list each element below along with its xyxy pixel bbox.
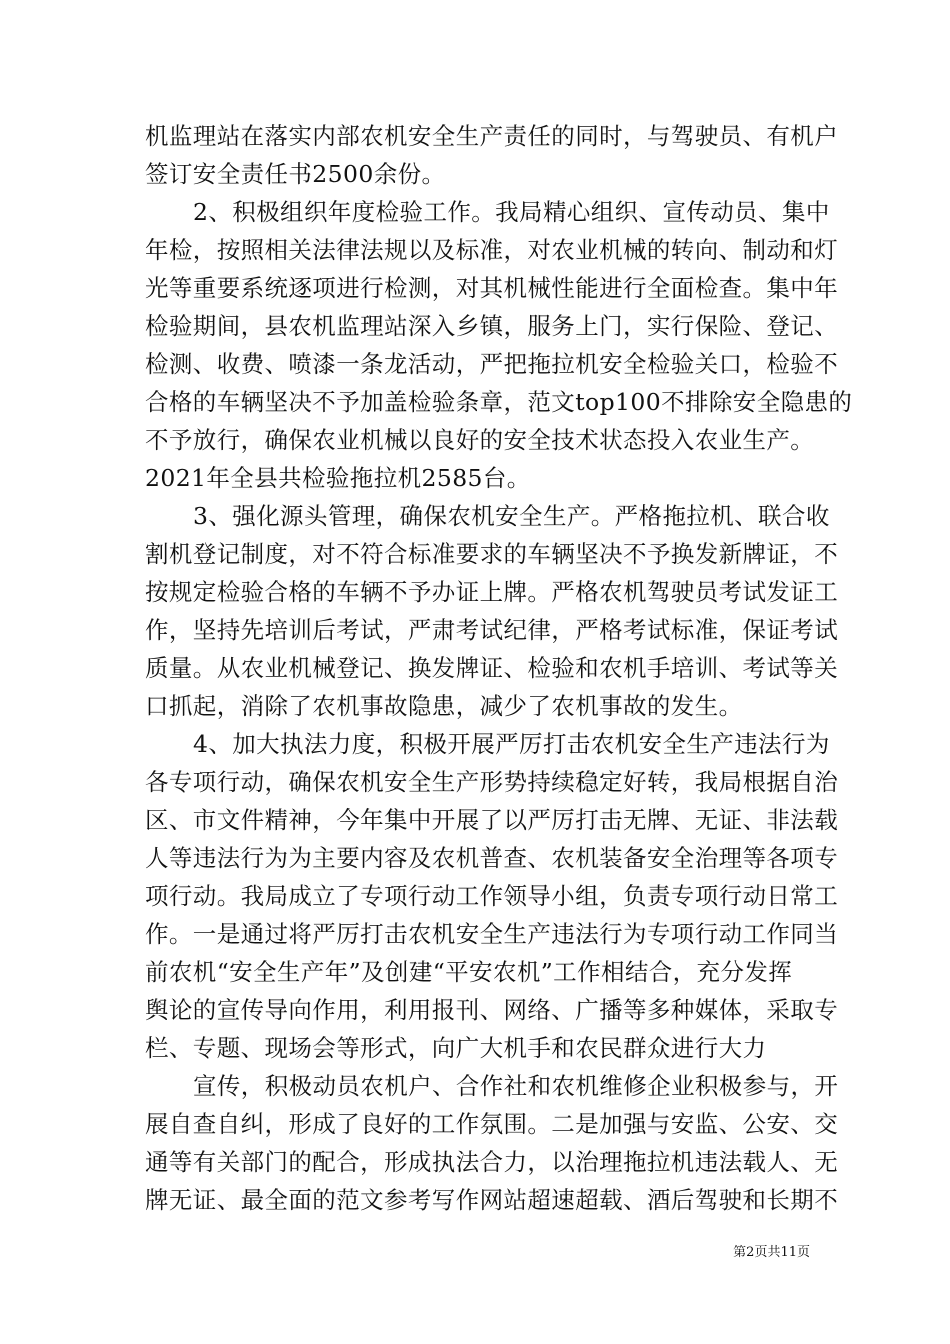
paragraph-line: 3、强化源头管理，确保农机安全生产。严格拖拉机、联合收 <box>193 502 830 530</box>
paragraph-line: 舆论的宣传导向作用，利用报刊、网络、广播等多种媒体，采取专 <box>145 996 839 1024</box>
paragraph-line: 宣传，积极动员农机户、合作社和农机维修企业积极参与，开 <box>193 1072 839 1100</box>
paragraph-line: 检测、收费、喷漆一条龙活动，严把拖拉机安全检验关口，检验不 <box>145 350 839 378</box>
paragraph-line: 割机登记制度，对不符合标准要求的车辆坚决不予换发新牌证，不 <box>145 540 839 568</box>
paragraph-line: 前农机“安全生产年”及创建“平安农机”工作相结合，充分发挥 <box>145 958 793 986</box>
paragraph-line: 不予放行，确保农业机械以良好的安全技术状态投入农业生产。 <box>145 426 815 454</box>
paragraph-line: 人等违法行为为主要内容及农机普查、农机装备安全治理等各项专 <box>145 844 839 872</box>
paragraph-line: 2、积极组织年度检验工作。我局精心组织、宣传动员、集中 <box>193 198 830 226</box>
paragraph-line: 2021年全县共检验拖拉机2585台。 <box>145 464 531 492</box>
paragraph-line: 质量。从农业机械登记、换发牌证、检验和农机手培训、考试等关 <box>145 654 839 682</box>
paragraph-line: 检验期间，县农机监理站深入乡镇，服务上门，实行保险、登记、 <box>145 312 839 340</box>
paragraph-line: 光等重要系统逐项进行检测，对其机械性能进行全面检查。集中年 <box>145 274 839 302</box>
paragraph-line: 作，坚持先培训后考试，严肃考试纪律，严格考试标准，保证考试 <box>145 616 839 644</box>
paragraph-line: 合格的车辆坚决不予加盖检验条章，范文top100不排除安全隐患的 <box>145 388 853 416</box>
paragraph-line: 展自查自纠，形成了良好的工作氛围。二是加强与安监、公安、交 <box>145 1110 839 1138</box>
page-number: 第2页共11页 <box>733 1245 810 1260</box>
paragraph-line: 区、市文件精神，今年集中开展了以严厉打击无牌、无证、非法载 <box>145 806 839 834</box>
paragraph-line: 栏、专题、现场会等形式，向广大机手和农民群众进行大力 <box>145 1034 767 1062</box>
paragraph-line: 口抓起，消除了农机事故隐患，减少了农机事故的发生。 <box>145 692 743 720</box>
paragraph-line: 机监理站在落实内部农机安全生产责任的同时，与驾驶员、有机户 <box>145 122 839 150</box>
paragraph-line: 按规定检验合格的车辆不予办证上牌。严格农机驾驶员考试发证工 <box>145 578 839 606</box>
paragraph-line: 4、加大执法力度，积极开展严厉打击农机安全生产违法行为 <box>193 730 830 758</box>
paragraph-line: 项行动。我局成立了专项行动工作领导小组，负责专项行动日常工 <box>145 882 839 910</box>
paragraph-line: 通等有关部门的配合，形成执法合力，以治理拖拉机违法载人、无 <box>145 1148 839 1176</box>
paragraph-line: 各专项行动，确保农机安全生产形势持续稳定好转，我局根据自治 <box>145 768 839 796</box>
paragraph-line: 牌无证、最全面的范文参考写作网站超速超载、酒后驾驶和长期不 <box>145 1186 839 1214</box>
paragraph-line: 年检，按照相关法律法规以及标准，对农业机械的转向、制动和灯 <box>145 236 839 264</box>
paragraph-line: 作。一是通过将严厉打击农机安全生产违法行为专项行动工作同当 <box>145 920 839 948</box>
paragraph-line: 签订安全责任书2500余份。 <box>145 160 446 188</box>
